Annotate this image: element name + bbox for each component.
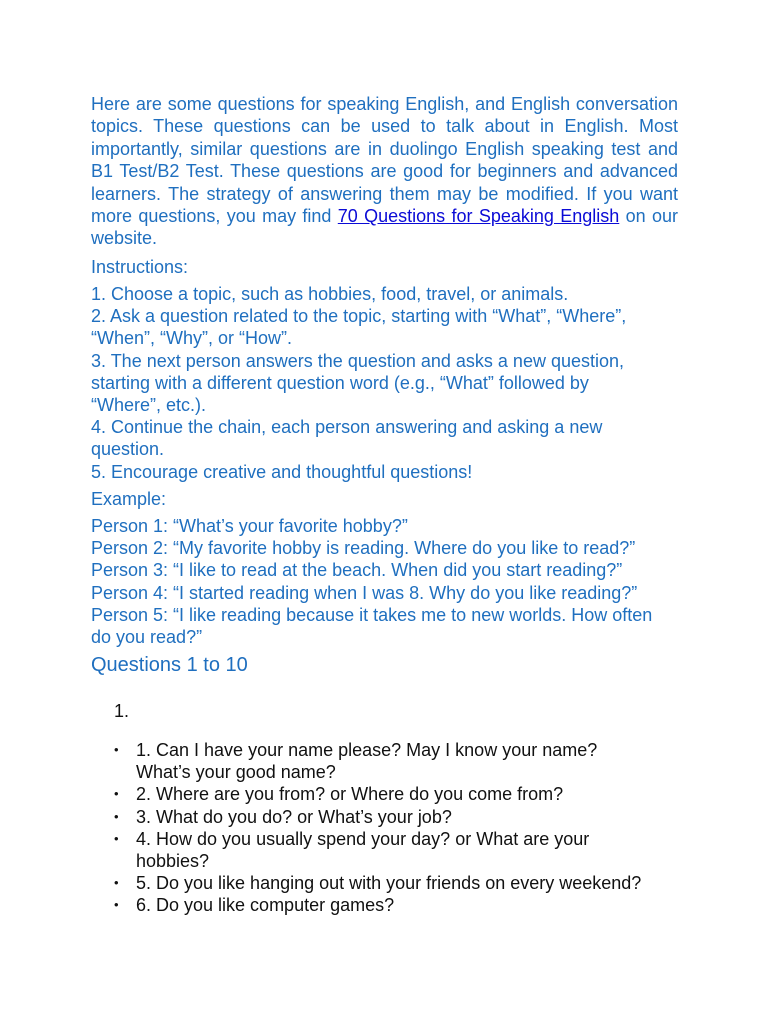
bullet-icon: • <box>114 875 119 891</box>
list-item <box>114 828 694 872</box>
instruction-line: “When”, “Why”, or “How”. <box>91 328 293 349</box>
example-line: Person 3: “I like to read at the beach. When did you start reading?” <box>91 560 623 581</box>
instructions-title: Instructions: <box>91 257 189 277</box>
example-line: Person 2: “My favorite hobby is reading. Where do you like to read?” <box>91 538 636 559</box>
list-item <box>114 894 694 916</box>
instruction-line: “Where”, etc.). <box>91 395 207 416</box>
question-line: 2. Where are you from? or Where do you come from? <box>136 784 564 805</box>
questions-link[interactable]: 70 Questions for Speaking English <box>337 206 620 227</box>
question-line: 6. Do you like computer games? <box>136 895 395 916</box>
instruction-line: 4. Continue the chain, each person answering and asking a new <box>91 417 603 438</box>
question-line: 1. Can I have your name please? May I know your name? <box>136 740 598 760</box>
intro-text-end: on our website. <box>91 206 678 249</box>
question-line: 5. Do you like hanging out with your friends on every weekend? <box>136 873 642 894</box>
bullet-icon: • <box>114 808 119 824</box>
example-line: Person 5: “I like reading because it takes me to new worlds. How often <box>91 604 653 625</box>
question-line: 4. How do you usually spend your day? or What are your <box>136 828 590 849</box>
list-number-label: 1. <box>114 701 130 721</box>
intro-paragraph <box>91 93 678 250</box>
example-line: do you read?” <box>91 627 203 648</box>
section-heading: Questions 1 to 10 <box>91 654 248 676</box>
list-item <box>114 783 694 805</box>
question-line: What’s your good name? <box>136 762 336 783</box>
bullet-icon: • <box>114 742 119 757</box>
bullet-icon: • <box>114 897 119 913</box>
instruction-line: 1. Choose a topic, such as hobbies, food, travel, or animals. <box>91 284 569 304</box>
bullet-icon: • <box>114 830 119 846</box>
instruction-line: starting with a different question word (e.g., “What” followed by <box>91 372 589 393</box>
example-line: Person 4: “I started reading when I was 8. Why do you like reading?” <box>91 582 638 603</box>
instruction-line: 3. The next person answers the question and asks a new question, <box>91 350 625 371</box>
list-item <box>114 739 694 783</box>
intro-text: Here are some questions for speaking English, and English conversation topics. These questions can be used to talk about in English. Most importantly, similar questions are in duolingo English speaking test and B1 Test/B2 Test. These questions are good for beginners and advanced learners. The strategy of answering them may be modified. If you want more questions, you may find <box>91 94 678 227</box>
example-title: Example: <box>91 489 167 509</box>
list-item <box>114 872 694 894</box>
question-line: hobbies? <box>136 851 210 872</box>
example-line: Person 1: “What’s your favorite hobby?” <box>91 516 408 536</box>
instruction-line: 2. Ask a question related to the topic, starting with “What”, “Where”, <box>91 306 627 327</box>
list-item <box>114 806 694 828</box>
example-dialogue <box>91 515 691 648</box>
questions-list <box>114 739 694 917</box>
bullet-icon: • <box>114 786 119 802</box>
instruction-line: question. <box>91 439 165 460</box>
instructions-list <box>91 283 691 483</box>
instruction-line: 5. Encourage creative and thoughtful questions! <box>91 461 473 482</box>
question-line: 3. What do you do? or What’s your job? <box>136 806 452 827</box>
